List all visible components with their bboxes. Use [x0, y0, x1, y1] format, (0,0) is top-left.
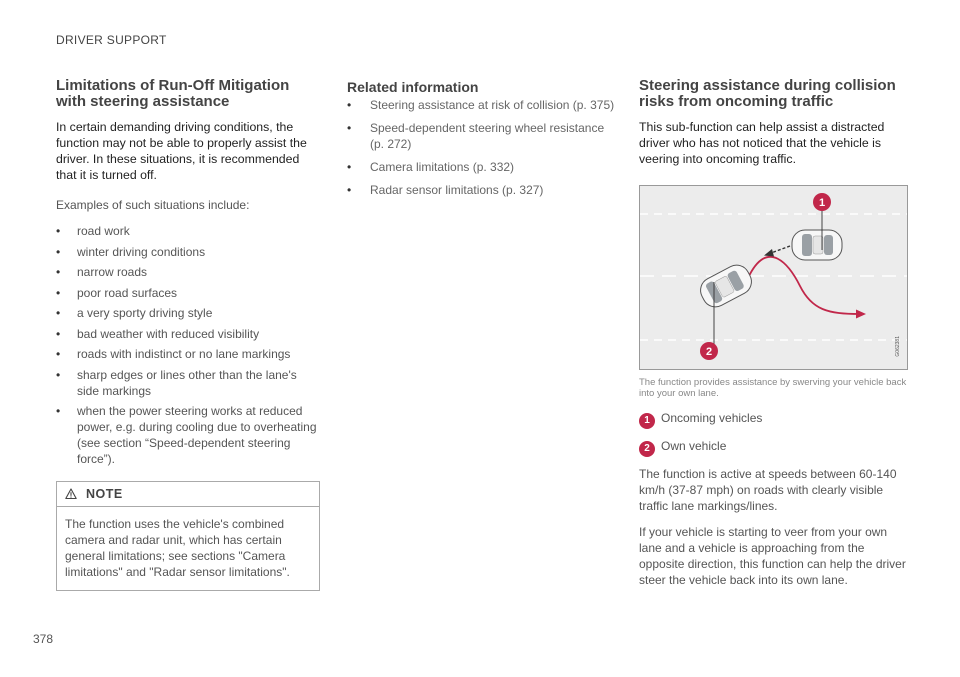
note-box	[56, 481, 320, 591]
related-link[interactable]: • Camera limitations (p. 332)	[347, 159, 617, 175]
road-diagram	[640, 186, 907, 369]
examples-intro: Examples of such situations include:	[56, 198, 250, 212]
related-info-title: Related information	[347, 79, 479, 95]
steering-lead: This sub-function can help assist a distracted driver who has not noticed that the vehicle is veering into oncoming traffic.	[639, 120, 885, 166]
callout-badge: 1	[639, 413, 655, 429]
own-vehicle-icon	[696, 261, 756, 312]
collision-illustration	[639, 185, 908, 370]
note-header	[57, 482, 319, 507]
examples-list	[56, 223, 320, 467]
list-item: • bad weather with reduced visibility	[56, 326, 320, 342]
legend-label: Own vehicle	[661, 439, 727, 453]
speed-range-paragraph: The function is active at speeds between 60-140 km/h (37-87 mph) on roads with clearly visible traffic lane markings/lines.	[639, 467, 897, 513]
legend-item	[639, 438, 911, 457]
list-item: • narrow roads	[56, 264, 320, 280]
related-info-column	[347, 79, 617, 205]
list-item: • road work	[56, 223, 320, 239]
related-link[interactable]: • Speed-dependent steering wheel resistance (p. 272)	[347, 120, 617, 152]
related-link[interactable]: • Radar sensor limitations (p. 327)	[347, 182, 617, 198]
list-item: • when the power steering works at reduced power, e.g. during cooling due to overheating (see section “Speed-dependent steering force”).	[56, 403, 320, 467]
list-item: • winter driving conditions	[56, 244, 320, 260]
legend-item	[639, 410, 911, 429]
page-number: 378	[33, 632, 54, 646]
note-body: The function uses the vehicle's combined camera and radar unit, which has certain general limitations; see sections "Camera limitations" and "Radar sensor limitations".	[65, 517, 290, 579]
swerve-arrow	[856, 310, 866, 319]
limitations-column	[56, 78, 320, 591]
note-title: NOTE	[86, 487, 123, 501]
steering-assistance-column	[639, 78, 911, 598]
steering-title: Steering assistance during collision risks from oncoming traffic	[639, 77, 896, 110]
legend-label: Oncoming vehicles	[661, 411, 763, 425]
list-item: • a very sporty driving style	[56, 305, 320, 321]
related-links-list	[347, 97, 617, 198]
figure-code: G062381	[895, 336, 901, 357]
warning-icon	[65, 488, 77, 500]
figure-caption: The function provides assistance by swerving your vehicle back into your own lane.	[639, 377, 907, 399]
section-header: DRIVER SUPPORT	[56, 33, 167, 47]
related-link[interactable]: • Steering assistance at risk of collision (p. 375)	[347, 97, 617, 113]
swerve-path	[748, 257, 860, 314]
list-item: • poor road surfaces	[56, 285, 320, 301]
assist-paragraph: If your vehicle is starting to veer from your own lane and a vehicle is approaching from the opposite direction, this function can help the driver steer the vehicle back into its own lane.	[639, 525, 906, 587]
list-item: • roads with indistinct or no lane markings	[56, 346, 320, 362]
callout-2: 2	[705, 346, 713, 358]
lane-markings	[640, 214, 907, 340]
list-item: • sharp edges or lines other than the lane's side markings	[56, 367, 320, 399]
callout-badge: 2	[639, 441, 655, 457]
limitations-lead: In certain demanding driving conditions, the function may not be able to properly assist the driver. In these situations, it is recommended that it is turned off.	[56, 120, 307, 182]
limitations-title: Limitations of Run-Off Mitigation with steering assistance	[56, 77, 290, 110]
callout-1: 1	[818, 197, 826, 209]
oncoming-vehicle-icon	[792, 230, 842, 260]
